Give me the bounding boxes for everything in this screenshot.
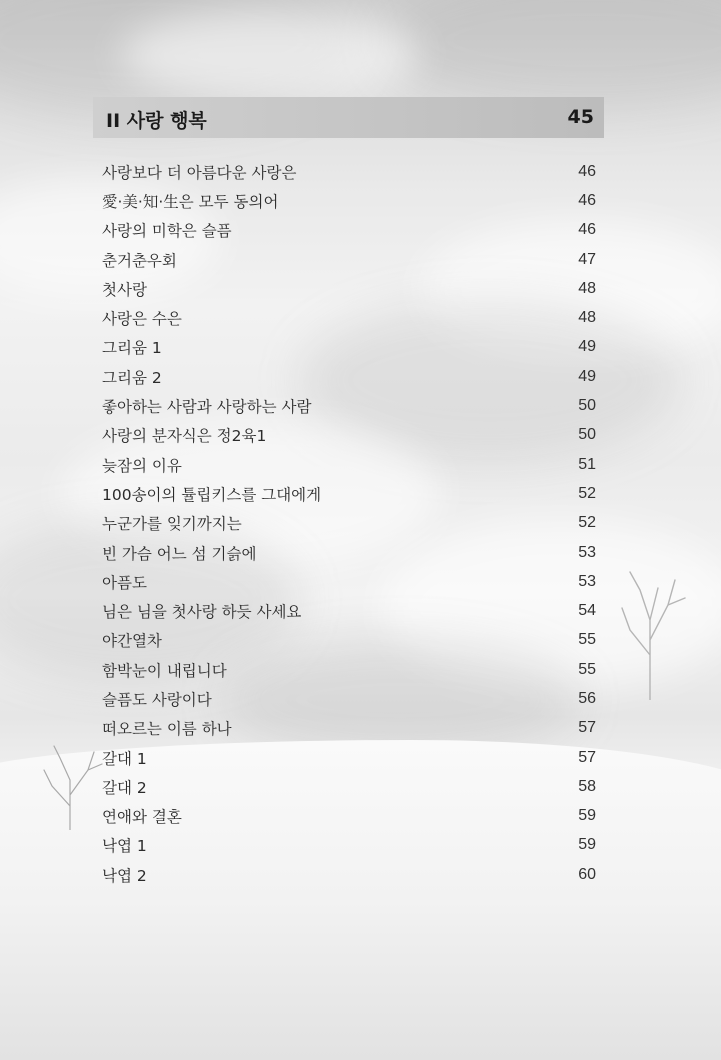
toc-entry-title: 그리움 2 — [102, 368, 162, 387]
toc-entry-page: 50 — [578, 397, 596, 415]
toc-entry-title: 그리움 1 — [102, 339, 162, 358]
toc-entry-title: 첫사랑 — [102, 280, 147, 299]
toc-entry[interactable] — [102, 567, 596, 596]
toc-entry-page: 51 — [578, 455, 596, 473]
toc-entry[interactable] — [102, 831, 596, 860]
toc-entry-title: 춘거춘우회 — [102, 251, 177, 270]
toc-entry-title: 야간열차 — [102, 632, 162, 651]
toc-entry-title: 누군가를 잊기까지는 — [102, 515, 242, 534]
toc-entry-page: 46 — [578, 162, 596, 180]
toc-entry-title: 좋아하는 사람과 사랑하는 사람 — [102, 398, 312, 417]
toc-entry[interactable] — [102, 860, 596, 889]
toc-entry[interactable] — [102, 333, 596, 362]
toc-entry-page: 57 — [578, 748, 596, 766]
toc-entry[interactable] — [102, 391, 596, 420]
toc-entry-page: 59 — [578, 807, 596, 825]
toc-entry[interactable] — [102, 684, 596, 713]
toc-entry-title: 빈 가슴 어느 섬 기슭에 — [102, 544, 257, 563]
toc-entry-title: 갈대 1 — [102, 749, 147, 768]
toc-entry-page: 50 — [578, 426, 596, 444]
section-title: II 사랑 행복 — [106, 110, 207, 132]
toc-entry-title: 사랑보다 더 아름다운 사랑은 — [102, 163, 297, 182]
toc-entry-page: 55 — [578, 631, 596, 649]
toc-entry-page: 46 — [578, 221, 596, 239]
section-header — [93, 97, 604, 138]
toc-entry[interactable] — [102, 303, 596, 332]
toc-entry-title: 사랑은 수은 — [102, 310, 182, 329]
toc-entry-title: 갈대 2 — [102, 778, 147, 797]
toc-entry-title: 늦잠의 이유 — [102, 456, 182, 475]
toc-entry-title: 사랑의 미학은 슬픔 — [102, 222, 232, 241]
toc-entry[interactable] — [102, 772, 596, 801]
toc-entry-title: 100송이의 튤립키스를 그대에게 — [102, 485, 322, 504]
toc-entry-title: 떠오르는 이름 하나 — [102, 720, 232, 739]
toc-entry[interactable] — [102, 421, 596, 450]
toc-entry[interactable] — [102, 509, 596, 538]
toc-entry-title: 낙엽 2 — [102, 866, 147, 885]
bare-tree-left — [30, 740, 110, 830]
toc-entry-title: 님은 님을 첫사랑 하듯 사세요 — [102, 603, 302, 622]
bare-tree-right — [600, 560, 700, 700]
toc-entry[interactable] — [102, 157, 596, 186]
toc-entry-title: 아픔도 — [102, 573, 147, 592]
toc-list — [102, 157, 596, 889]
toc-entry[interactable] — [102, 802, 596, 831]
toc-entry-title: 낙엽 1 — [102, 837, 147, 856]
toc-entry-page: 57 — [578, 719, 596, 737]
toc-entry-title: 슬픔도 사랑이다 — [102, 690, 212, 709]
toc-entry-page: 52 — [578, 484, 596, 502]
toc-entry[interactable] — [102, 216, 596, 245]
toc-entry[interactable] — [102, 362, 596, 391]
toc-entry-title: 함박눈이 내립니다 — [102, 661, 227, 680]
toc-entry[interactable] — [102, 714, 596, 743]
toc-entry-page: 47 — [578, 250, 596, 268]
toc-entry-page: 53 — [578, 543, 596, 561]
toc-entry-page: 56 — [578, 689, 596, 707]
toc-entry[interactable] — [102, 274, 596, 303]
toc-entry[interactable] — [102, 479, 596, 508]
toc-entry[interactable] — [102, 596, 596, 625]
toc-entry-title: 연애와 결혼 — [102, 808, 182, 827]
toc-entry-page: 48 — [578, 309, 596, 327]
toc-entry-title: 사랑의 분자식은 정2육1 — [102, 427, 267, 446]
toc-entry[interactable] — [102, 186, 596, 215]
toc-entry-page: 53 — [578, 572, 596, 590]
toc-entry[interactable] — [102, 655, 596, 684]
toc-entry[interactable] — [102, 245, 596, 274]
toc-entry-page: 49 — [578, 367, 596, 385]
toc-entry-page: 46 — [578, 191, 596, 209]
toc-entry-page: 60 — [578, 865, 596, 883]
toc-entry[interactable] — [102, 538, 596, 567]
toc-entry[interactable] — [102, 743, 596, 772]
toc-entry-page: 58 — [578, 777, 596, 795]
toc-entry-page: 59 — [578, 836, 596, 854]
section-page-number: 45 — [567, 106, 594, 128]
toc-entry[interactable] — [102, 450, 596, 479]
toc-entry-page: 55 — [578, 660, 596, 678]
toc-entry-page: 48 — [578, 279, 596, 297]
toc-entry[interactable] — [102, 626, 596, 655]
toc-entry-page: 54 — [578, 602, 596, 620]
toc-entry-page: 52 — [578, 514, 596, 532]
toc-entry-title: 愛·美·知·生은 모두 동의어 — [102, 192, 279, 211]
toc-entry-page: 49 — [578, 338, 596, 356]
